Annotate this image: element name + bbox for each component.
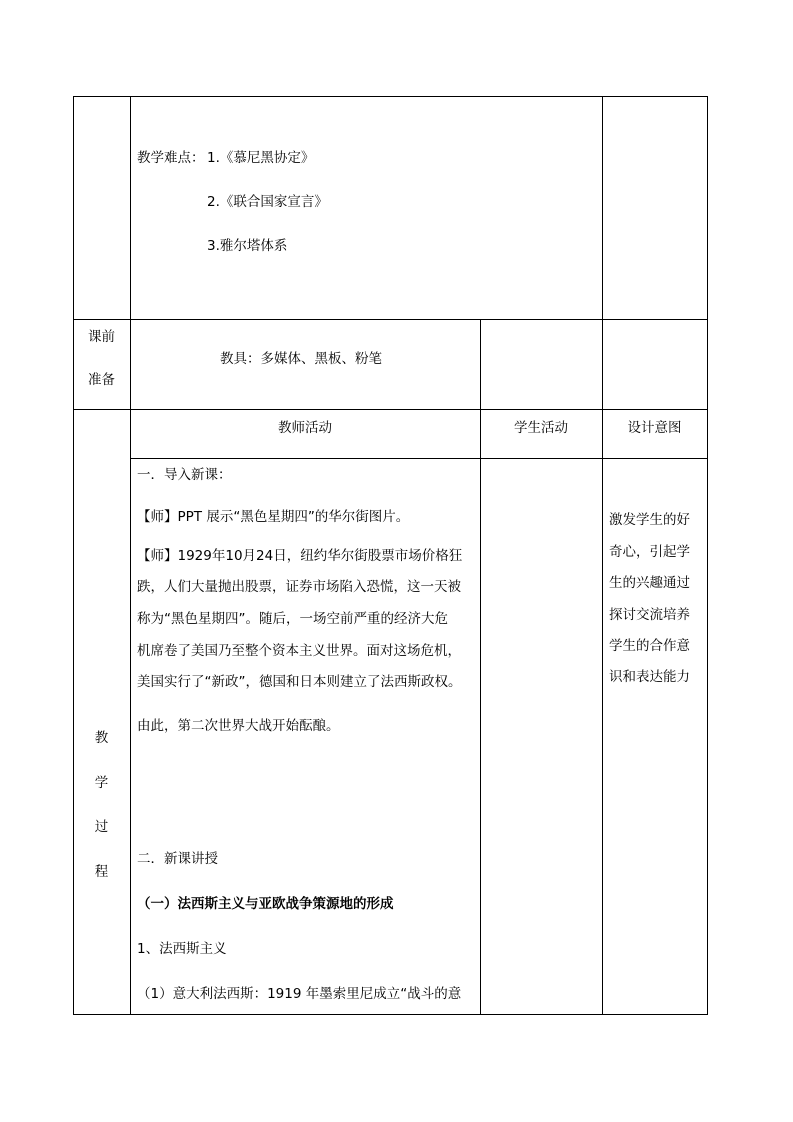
teacher-line: 1、法西斯主义 <box>137 941 227 957</box>
table-border-bottom <box>73 1014 708 1015</box>
difficulty-item-3: 3.雅尔塔体系 <box>207 238 288 254</box>
process-label-char: 程 <box>94 864 109 880</box>
design-column-divider <box>602 96 603 1015</box>
col-header-teacher: 教师活动 <box>278 420 332 436</box>
teacher-line: 机席卷了美国乃至整个资本主义世界。面对这场危机， <box>137 643 461 659</box>
teacher-line: 跌，人们大量抛出股票，证券市场陷入恐慌，这一天被 <box>137 579 461 595</box>
design-line: 识和表达能力 <box>609 669 690 685</box>
teacher-line: 由此，第二次世界大战开始酝酿。 <box>137 718 340 734</box>
design-line: 学生的合作意 <box>609 638 690 654</box>
process-label-char: 学 <box>94 775 109 791</box>
teacher-line: 称为“黑色星期四”。随后，一场空前严重的经济大危 <box>137 611 448 627</box>
teacher-line: 美国实行了“新政”，德国和日本则建立了法西斯政权。 <box>137 674 462 690</box>
label-column-divider <box>130 96 131 1015</box>
design-line: 激发学生的好 <box>609 512 690 528</box>
prep-tools: 教具：多媒体、黑板、粉笔 <box>220 351 382 367</box>
table-border-top <box>73 96 708 97</box>
col-header-student: 学生活动 <box>514 420 568 436</box>
row-divider-prep <box>73 319 708 320</box>
teacher-line: 【师】1929年10月24日，纽约华尔街股票市场价格狂 <box>137 548 463 564</box>
row-divider-process <box>73 409 708 410</box>
header-divider <box>130 458 708 459</box>
teacher-line: 二．新课讲授 <box>137 851 218 867</box>
design-line: 生的兴趣通过 <box>609 575 690 591</box>
process-label-char: 教 <box>94 730 109 746</box>
process-label-char: 过 <box>94 819 109 835</box>
table-border-right <box>707 96 708 1015</box>
difficulty-label: 教学难点： <box>137 150 205 166</box>
prep-label-line1: 课前 <box>88 329 115 345</box>
col-header-design: 设计意图 <box>627 420 682 436</box>
teacher-line: （1）意大利法西斯：1919 年墨索里尼成立“战斗的意 <box>137 986 462 1002</box>
design-line: 奇心，引起学 <box>609 544 690 560</box>
teacher-line: 【师】PPT 展示“黑色星期四”的华尔街图片。 <box>137 509 410 525</box>
difficulty-item-1: 1.《慕尼黑协定》 <box>207 150 315 166</box>
prep-label-line2: 准备 <box>88 372 115 388</box>
teacher-line: 一．导入新课： <box>137 467 232 483</box>
teacher-line: （一）法西斯主义与亚欧战争策源地的形成 <box>137 896 394 912</box>
design-line: 探讨交流培养 <box>609 607 690 623</box>
difficulty-item-2: 2.《联合国家宣言》 <box>207 194 328 210</box>
